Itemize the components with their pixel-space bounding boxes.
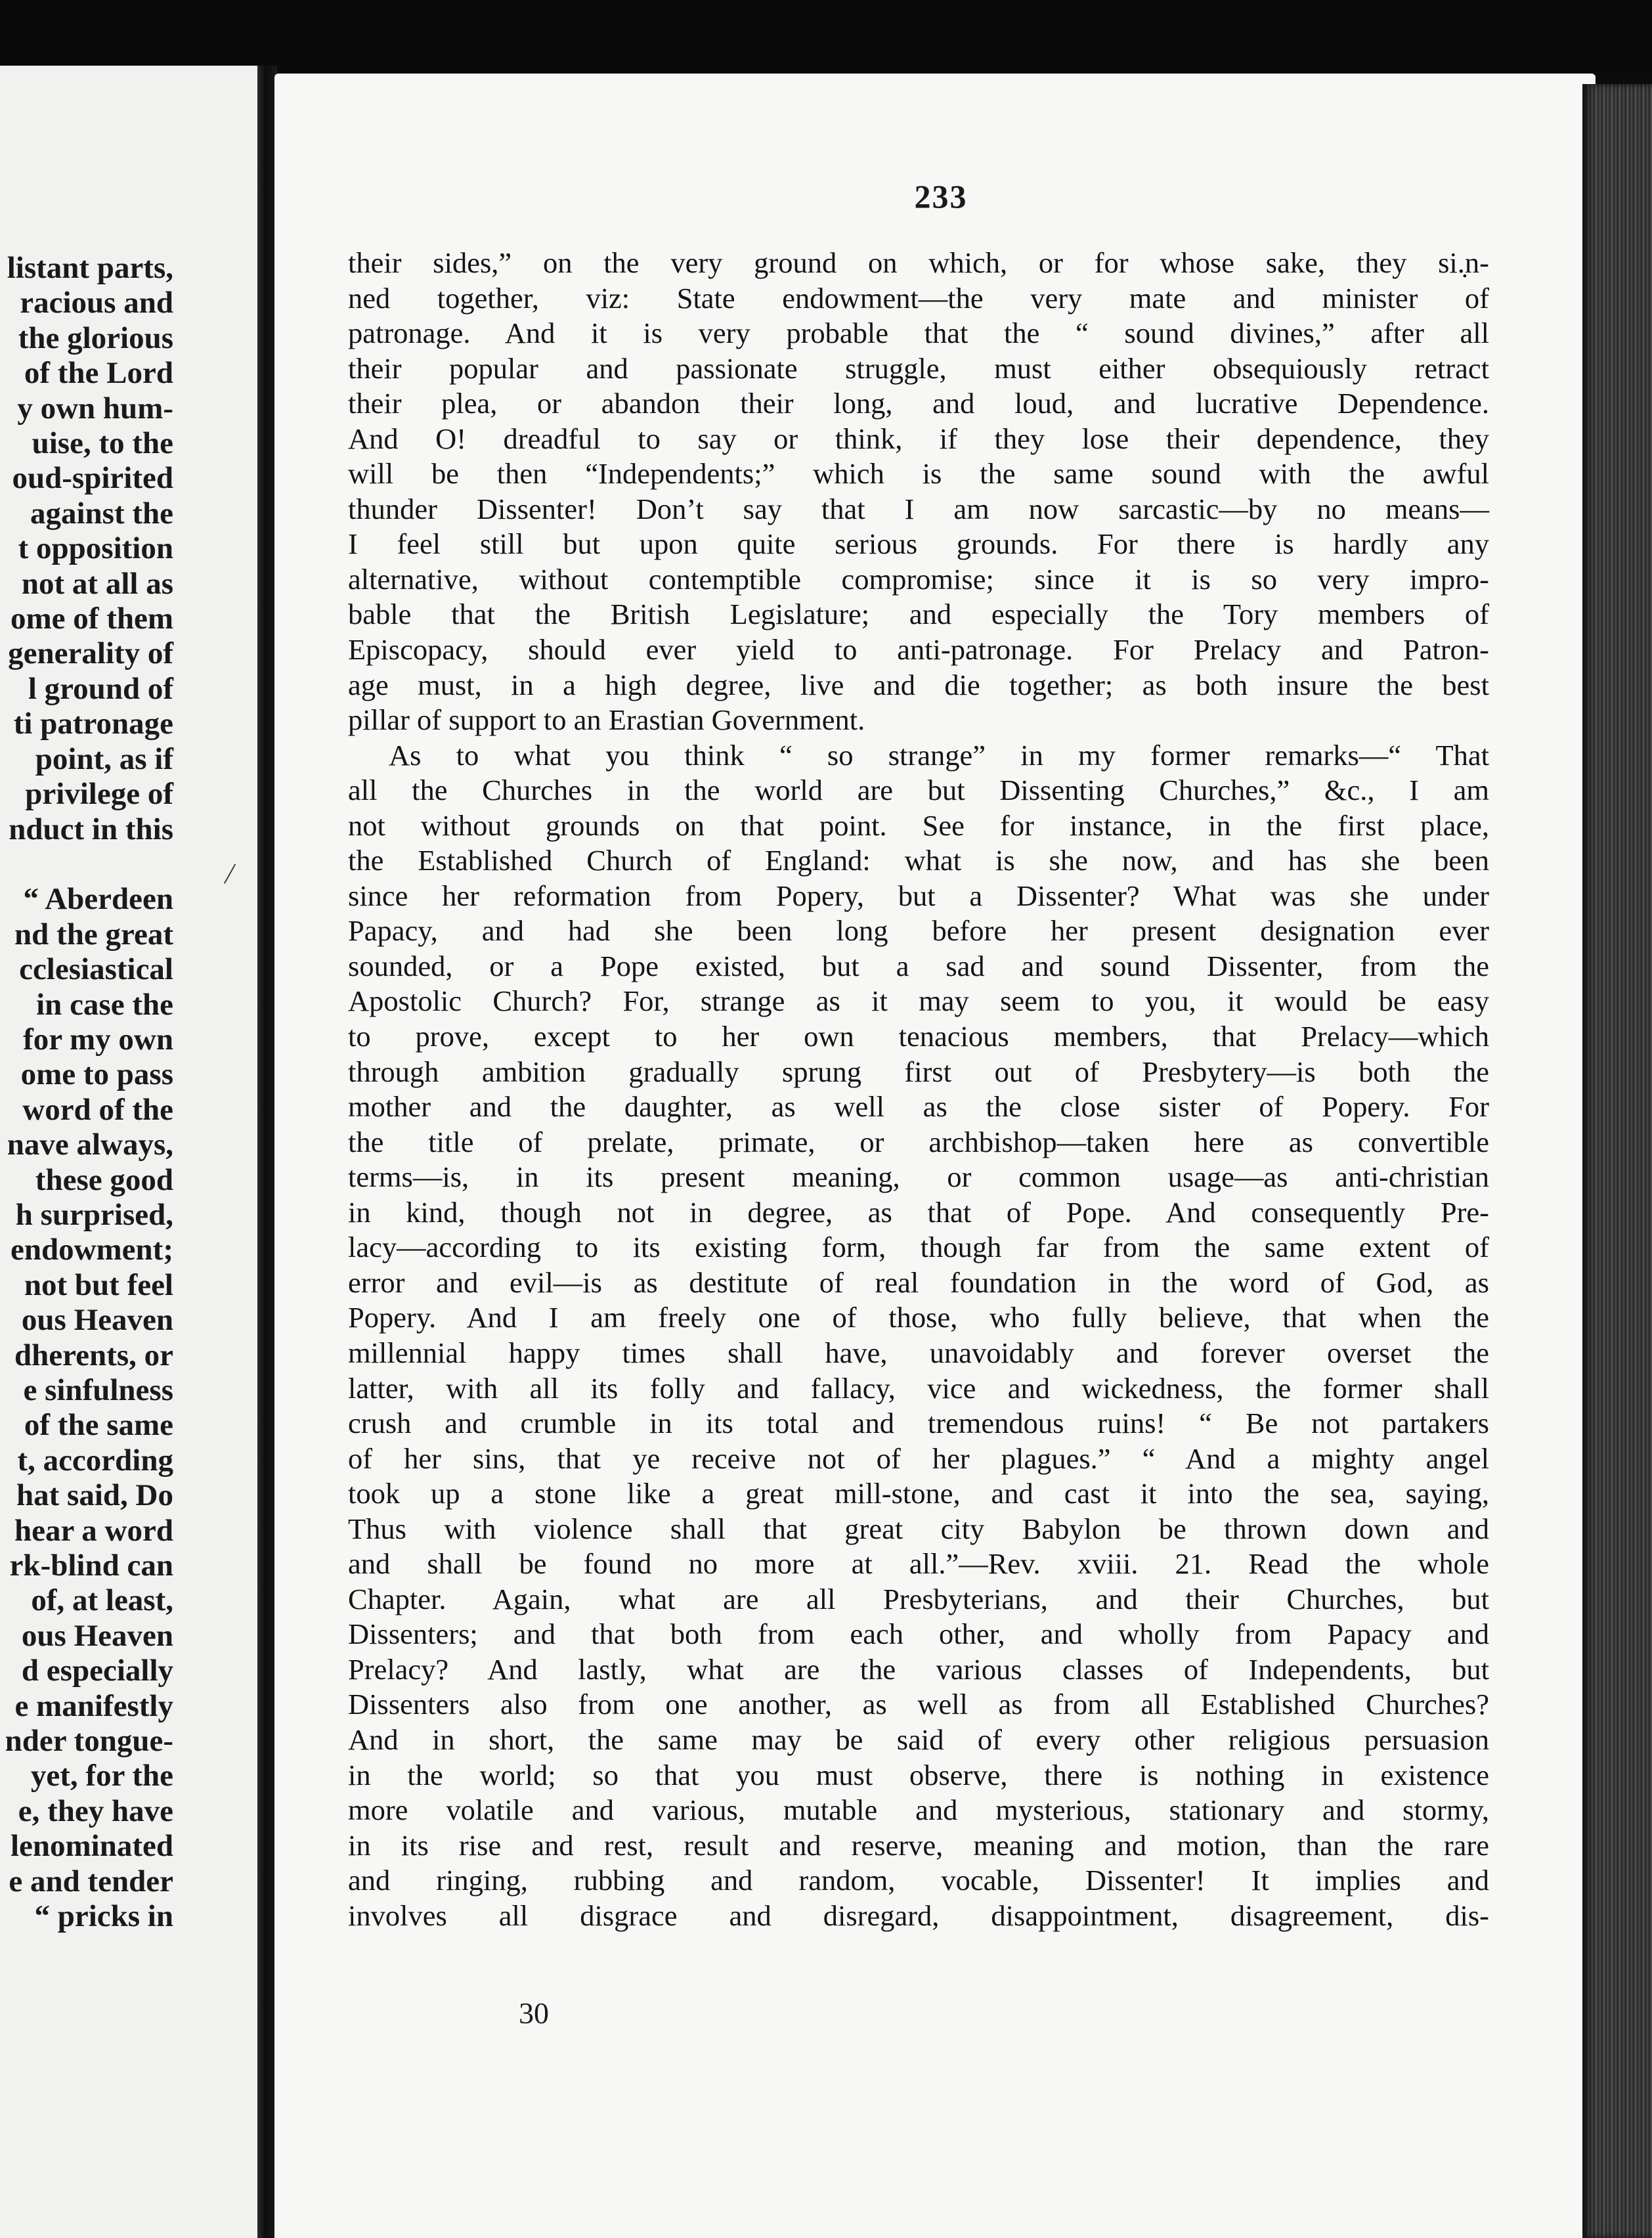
scanner-top-band bbox=[0, 0, 1652, 72]
facing-page-line bbox=[5, 847, 173, 882]
facing-page-line: lenominated bbox=[10, 1829, 173, 1864]
facing-page-line: word of the bbox=[22, 1092, 173, 1127]
text-line: patronage. And it is very probable that the “ sound divines,” after all bbox=[348, 317, 1489, 350]
text-line: And in short, the same may be said of every other religious persuasion bbox=[348, 1722, 1489, 1756]
facing-page-line: listant parts, bbox=[7, 251, 173, 285]
text-line: in kind, though not in degree, as that of Pope. And consequently Pre- bbox=[348, 1195, 1489, 1229]
text-line: through ambition gradually sprung first out of Presbytery—is both the bbox=[348, 1055, 1489, 1088]
facing-page-line: these good bbox=[35, 1162, 173, 1197]
text-line: As to what you think “ so strange” in my former remarks—“ That bbox=[389, 738, 1489, 772]
facing-page-line: nd the great bbox=[14, 917, 173, 952]
facing-page-line: not but feel bbox=[24, 1267, 173, 1302]
facing-page-line: rk-blind can bbox=[9, 1548, 173, 1583]
text-line: the title of prelate, primate, or archbishop—taken here as convertible bbox=[348, 1125, 1489, 1158]
facing-page-line: y own hum- bbox=[17, 391, 173, 426]
text-line: more volatile and various, mutable and mysterious, stationary and stormy, bbox=[348, 1793, 1489, 1827]
facing-page-line: the glorious bbox=[18, 320, 173, 355]
facing-page-line: “ pricks in bbox=[34, 1899, 173, 1934]
facing-page-line: endowment; bbox=[10, 1233, 173, 1267]
facing-page-line: l ground of bbox=[28, 671, 173, 706]
text-line: ned together, viz: State endowment—the very mate and minister of bbox=[348, 281, 1489, 315]
facing-page-line: t opposition bbox=[18, 531, 173, 566]
facing-page-line: oud-spirited bbox=[12, 461, 173, 496]
text-line: Papacy, and had she been long before her present designation ever bbox=[348, 914, 1489, 948]
text-line: and ringing, rubbing and random, vocable, Dissenter! It implies and bbox=[348, 1864, 1489, 1897]
facing-page-line: privilege of bbox=[25, 777, 173, 812]
text-line: pillar of support to an Erastian Government. bbox=[348, 703, 865, 737]
facing-page-line: t, according bbox=[17, 1443, 173, 1478]
facing-page-line: “ Aberdeen bbox=[23, 882, 173, 917]
facing-page-line: in case the bbox=[36, 987, 173, 1022]
facing-page-line: against the bbox=[30, 496, 173, 531]
facing-page-line: e manifestly bbox=[14, 1688, 173, 1723]
text-line: thunder Dissenter! Don’t say that I am now sarcastic—by no means— bbox=[348, 492, 1489, 525]
text-line: error and evil—is as destitute of real foundation in the word of God, as bbox=[348, 1265, 1489, 1299]
text-line: Apostolic Church? For, strange as it may seem to you, it would be easy bbox=[348, 984, 1489, 1018]
text-line: sounded, or a Pope existed, but a sad and sound Dissenter, from the bbox=[348, 949, 1489, 982]
facing-page-text bbox=[5, 251, 173, 1935]
stray-pen-mark: / bbox=[222, 858, 238, 890]
text-line: bable that the British Legislature; and especially the Tory members of bbox=[348, 598, 1489, 631]
signature-mark: 30 bbox=[519, 1996, 549, 2030]
facing-page-line: e sinfulness bbox=[23, 1373, 173, 1407]
facing-page-line: yet, for the bbox=[30, 1759, 173, 1793]
facing-page-line: racious and bbox=[20, 286, 173, 320]
facing-page-line: nder tongue- bbox=[5, 1724, 173, 1759]
text-line: involves all disgrace and disregard, disappointment, disagreement, dis- bbox=[348, 1898, 1489, 1932]
text-line: Popery. And I am freely one of those, who fully believe, that when the bbox=[348, 1301, 1489, 1334]
main-page bbox=[274, 74, 1596, 2238]
text-line: and shall be found no more at all.”—Rev. xviii. 21. Read the whole bbox=[348, 1547, 1489, 1581]
text-line: I feel still but upon quite serious grounds. For there is hardly any bbox=[348, 527, 1489, 561]
text-line: to prove, except to her own tenacious members, that Prelacy—which bbox=[348, 1020, 1489, 1053]
facing-page-line: e, they have bbox=[18, 1793, 173, 1828]
facing-page-line: ti patronage bbox=[13, 707, 173, 741]
facing-page-line: h surprised, bbox=[15, 1197, 173, 1232]
text-line: millennial happy times shall have, unavoidably and forever overset the bbox=[348, 1336, 1489, 1369]
text-line: latter, with all its folly and fallacy, vice and wickedness, the former shall bbox=[348, 1371, 1489, 1405]
text-line: Thus with violence shall that great city Babylon be thrown down and bbox=[348, 1512, 1489, 1545]
facing-page-line: of the same bbox=[24, 1408, 173, 1443]
text-line: Chapter. Again, what are all Presbyterians, and their Churches, but bbox=[348, 1582, 1489, 1615]
text-line: of her sins, that ye receive not of her plagues.” “ And a mighty angel bbox=[348, 1441, 1489, 1475]
facing-page-line: hear a word bbox=[14, 1513, 173, 1548]
facing-page-line: cclesiastical bbox=[19, 952, 173, 987]
facing-page-line: generality of bbox=[8, 636, 173, 671]
page-number: 233 bbox=[914, 178, 968, 215]
facing-page-line: of the Lord bbox=[24, 356, 173, 391]
facing-page-fragment bbox=[0, 66, 257, 2238]
facing-page-line: uise, to the bbox=[32, 426, 173, 461]
text-line: their popular and passionate struggle, must either obsequiously retract bbox=[348, 351, 1489, 385]
facing-page-line: of, at least, bbox=[31, 1583, 173, 1618]
facing-page-line: hat said, Do bbox=[16, 1478, 173, 1513]
text-line: will be then “Independents;” which is the same sound with the awful bbox=[348, 457, 1489, 491]
facing-page-line: nave always, bbox=[7, 1128, 173, 1162]
text-line: Prelacy? And lastly, what are the various classes of Independents, but bbox=[348, 1652, 1489, 1686]
text-line: their plea, or abandon their long, and loud, and lucrative Dependence. bbox=[348, 387, 1489, 420]
facing-page-line: ome of them bbox=[11, 602, 173, 636]
text-line: terms—is, in its present meaning, or common usage—as anti-christian bbox=[348, 1160, 1489, 1194]
text-line: the Established Church of England: what is she now, and has she been bbox=[348, 844, 1489, 877]
facing-page-line: not at all as bbox=[21, 566, 173, 601]
text-line: in its rise and rest, result and reserve, meaning and motion, than the rare bbox=[348, 1828, 1489, 1862]
text-line: since her reformation from Popery, but a Dissenter? What was she under bbox=[348, 879, 1489, 912]
facing-page-line: point, as if bbox=[35, 741, 173, 776]
text-line: alternative, without contemptible compromise; since it is so very impro- bbox=[348, 562, 1489, 596]
text-line: all the Churches in the world are but Dissenting Churches,” &c., I am bbox=[348, 774, 1489, 807]
text-line: And O! dreadful to say or think, if they lose their dependence, they bbox=[348, 422, 1489, 455]
page-edges bbox=[1582, 84, 1652, 2238]
facing-page-line: ous Heaven bbox=[21, 1303, 173, 1338]
text-line: crush and crumble in its total and tremendous ruins! “ Be not partakers bbox=[348, 1407, 1489, 1440]
body-text bbox=[348, 246, 1489, 1933]
text-line: not without grounds on that point. See for instance, in the first place, bbox=[348, 808, 1489, 842]
facing-page-line: nduct in this bbox=[9, 812, 173, 846]
text-line: in the world; so that you must observe, there is nothing in existence bbox=[348, 1758, 1489, 1791]
text-line: lacy—according to its existing form, though far from the same extent of bbox=[348, 1231, 1489, 1264]
text-line: mother and the daughter, as well as the close sister of Popery. For bbox=[348, 1090, 1489, 1124]
facing-page-line: d especially bbox=[21, 1654, 173, 1688]
text-line: age must, in a high degree, live and die together; as both insure the best bbox=[348, 668, 1489, 701]
facing-page-line: dherents, or bbox=[14, 1338, 173, 1372]
text-line: Dissenters also from one another, as well as from all Established Churches? bbox=[348, 1688, 1489, 1721]
facing-page-line: ome to pass bbox=[20, 1057, 173, 1092]
facing-page-line: ous Heaven bbox=[21, 1618, 173, 1653]
text-line: Episcopacy, should ever yield to anti-patronage. For Prelacy and Patron- bbox=[348, 633, 1489, 667]
text-line: took up a stone like a great mill-stone, and cast it into the sea, saying, bbox=[348, 1477, 1489, 1510]
facing-page-line: e and tender bbox=[9, 1864, 173, 1898]
text-line: their sides,” on the very ground on which, or for whose sake, they si.̣n- bbox=[348, 246, 1489, 279]
text-line: Dissenters; and that both from each other, and wholly from Papacy and bbox=[348, 1617, 1489, 1651]
facing-page-line: for my own bbox=[23, 1022, 173, 1057]
